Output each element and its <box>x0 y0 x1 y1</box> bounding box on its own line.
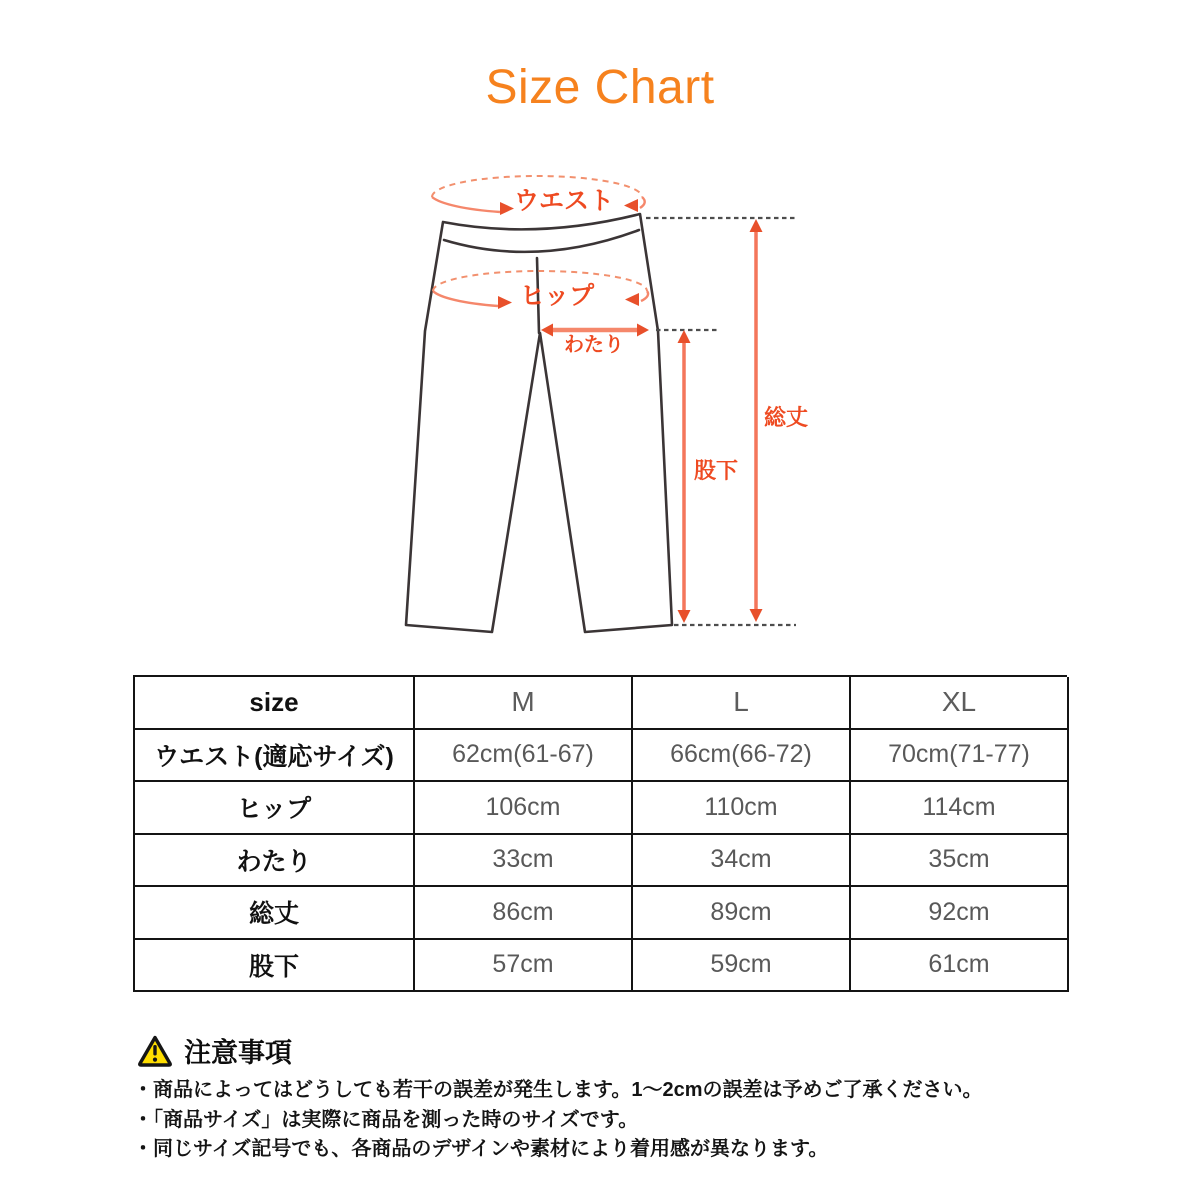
warning-triangle-icon <box>137 1034 173 1068</box>
note-item: ・同じサイズ記号でも、各商品のデザインや素材により着用感が異なります。 <box>133 1138 829 1160</box>
total-length-value-xl: 92cm <box>851 887 1069 940</box>
size-table <box>133 675 1067 992</box>
inseam-arrow <box>678 330 739 623</box>
notes-heading <box>137 1031 292 1070</box>
inseam-value-xl: 61cm <box>851 940 1069 993</box>
note-item: ・商品によってはどうしても若干の誤差が発生します。1〜2cmの誤差は予めご了承ください。 <box>133 1079 983 1101</box>
hip-value-xl: 114cm <box>851 782 1069 835</box>
note-item: ・「商品サイズ」は実際に商品を測った時のサイズです。 <box>133 1108 639 1131</box>
total-length-value-l: 89cm <box>633 887 851 940</box>
column-header-xl: XL <box>851 677 1069 730</box>
inseam-label: 股下 <box>693 458 739 483</box>
hip-arrow-right-icon <box>498 296 512 309</box>
row-label-waist: ウエスト(適応サイズ) <box>135 730 415 783</box>
row-label-inseam: 股下 <box>135 940 415 993</box>
waist-value-l: 66cm(66-72) <box>633 730 851 783</box>
column-header-l: L <box>633 677 851 730</box>
hip-measure-ellipse <box>433 271 648 310</box>
waist-value-m: 62cm(61-67) <box>415 730 633 783</box>
waist-arrow-right-icon <box>500 202 514 215</box>
thigh-value-xl: 35cm <box>851 835 1069 888</box>
waist-value-xl: 70cm(71-77) <box>851 730 1069 783</box>
notes-list <box>133 1076 1093 1165</box>
waist-measure-ellipse <box>432 176 645 215</box>
page-title: Size Chart <box>485 61 715 114</box>
inseam-value-l: 59cm <box>633 940 851 993</box>
column-header-size: size <box>135 677 415 730</box>
total-length-value-m: 86cm <box>415 887 633 940</box>
row-label-hip: ヒップ <box>135 782 415 835</box>
hip-arrow-left-icon <box>625 293 639 306</box>
hip-value-l: 110cm <box>633 782 851 835</box>
waist-label: ウエスト <box>513 187 615 215</box>
thigh-label: わたり <box>564 334 624 356</box>
column-header-m: M <box>415 677 633 730</box>
hip-value-m: 106cm <box>415 782 633 835</box>
row-label-thigh: わたり <box>135 835 415 888</box>
pants-outline <box>406 214 672 632</box>
inseam-value-m: 57cm <box>415 940 633 993</box>
total-length-arrow <box>750 219 809 622</box>
hip-label: ヒップ <box>519 282 595 310</box>
total-length-label: 総丈 <box>763 405 809 430</box>
thigh-value-l: 34cm <box>633 835 851 888</box>
row-label-total-length: 総丈 <box>135 887 415 940</box>
thigh-width-arrow <box>541 324 649 357</box>
notes-heading-label: 注意事項 <box>184 1038 292 1068</box>
waist-arrow-left-icon <box>624 199 638 212</box>
thigh-value-m: 33cm <box>415 835 633 888</box>
